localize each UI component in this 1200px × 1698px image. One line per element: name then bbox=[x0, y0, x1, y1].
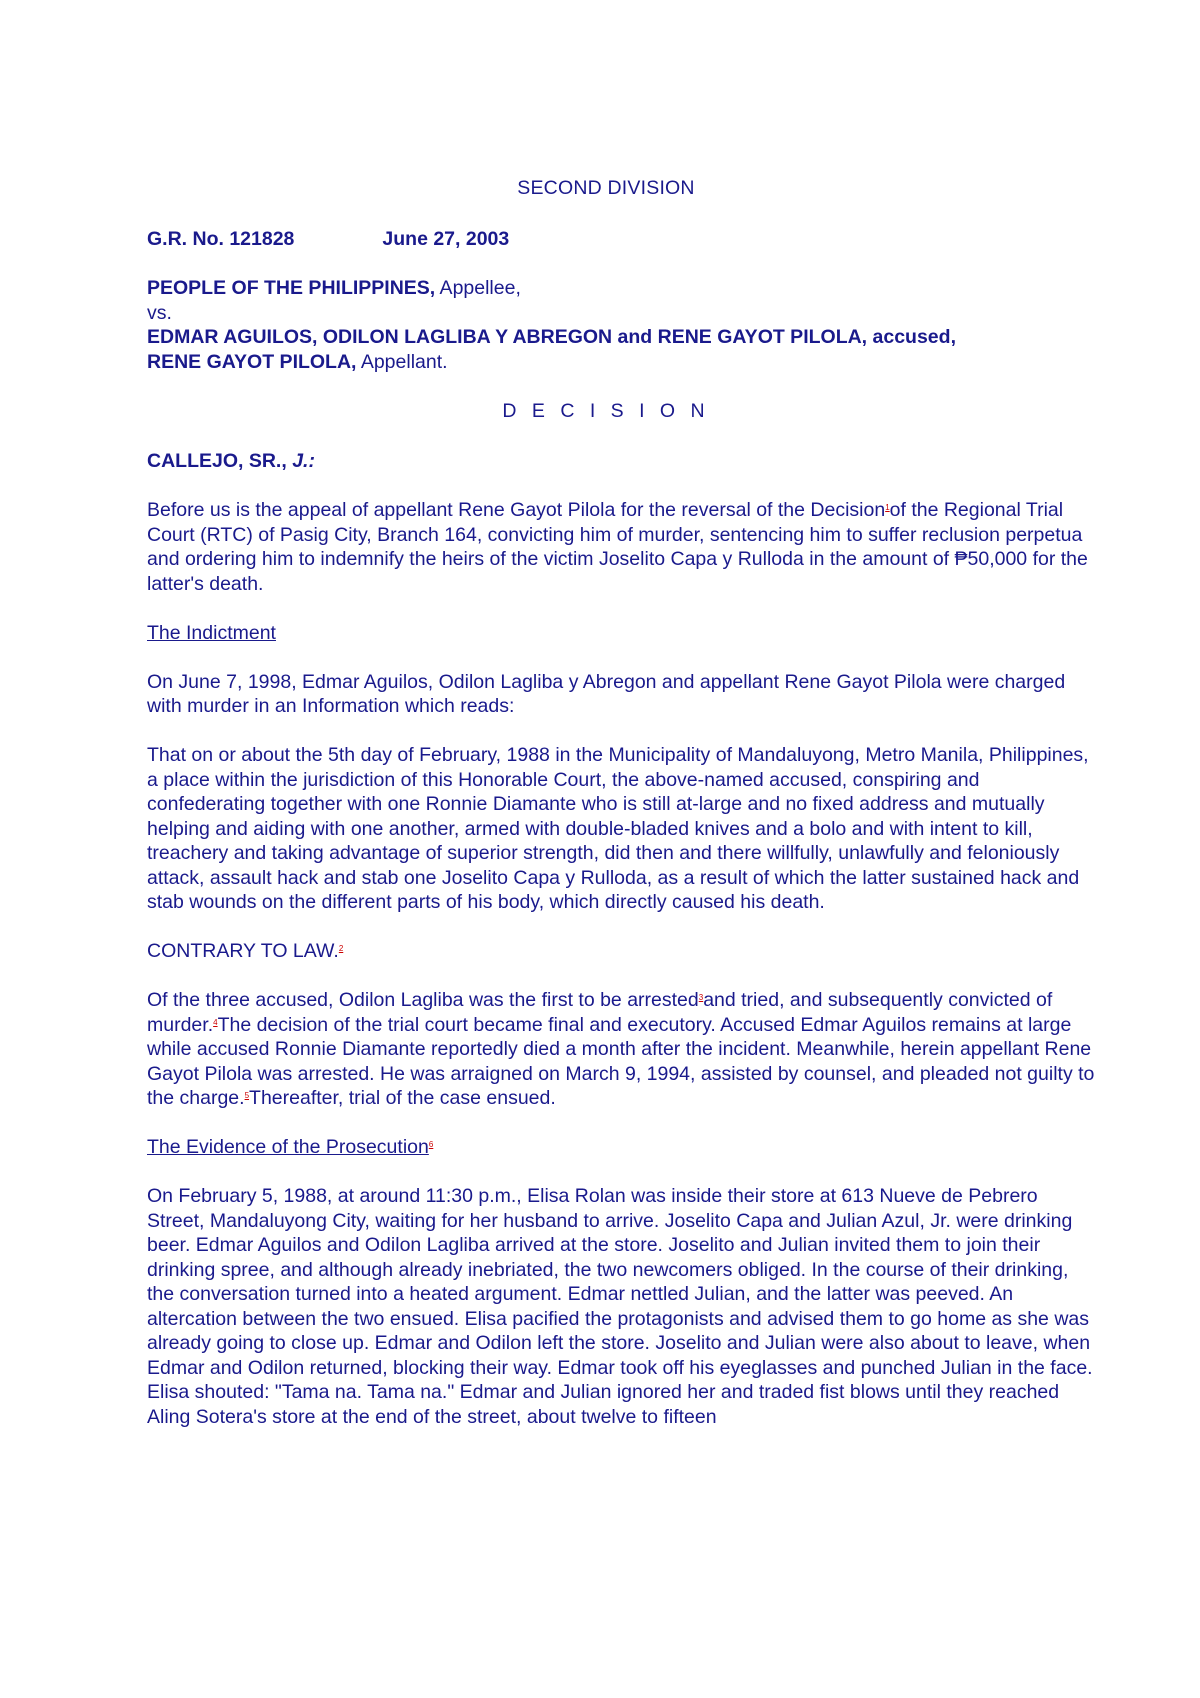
case-number-line bbox=[147, 227, 1100, 252]
footnote-link-6[interactable]: 6 bbox=[428, 1140, 434, 1149]
footnote-link-5[interactable]: 5 bbox=[244, 1091, 250, 1100]
paragraph-information: That on or about the 5th day of February, 1988 in the Municipality of Mandaluyong, Metro Manila, Philippines, a place within the jurisdiction of this Honorable Court, the above-named accused, conspiring and confederating together with one Ronnie Diamante who is still at-large and no fixed address and mutually helping and aiding with one another, armed with double-bladed knives and a bolo and with intent to kill, treachery and taking advantage of superior strength, did then and there willfully, unlawfully and feloniously attack, assault hack and stab one Joselito Capa y Rulloda, as a result of which the latter sustained hack and stab wounds on the different parts of his body, which directly caused his death. bbox=[147, 744, 1089, 913]
division-heading: SECOND DIVISION bbox=[517, 177, 695, 199]
appellant-line bbox=[147, 350, 1100, 375]
accused-names: EDMAR AGUILOS, ODILON LAGLIBA Y ABREGON and RENE GAYOT PILOLA, accused, bbox=[147, 326, 956, 348]
decision-title: D E C I S I O N bbox=[502, 400, 710, 422]
ponente-name: CALLEJO, SR., bbox=[147, 449, 293, 472]
footnote-link-4[interactable]: 4 bbox=[213, 1017, 218, 1027]
paragraph-text: and tried, and subsequently convicted of murder. bbox=[147, 989, 1053, 1036]
paragraph-facts: On February 5, 1988, at around 11:30 p.m., Elisa Rolan was inside their store at 613 Nueve de Pebrero Street, Mandaluyong City, waiting for her husband to arrive. Joselito Capa and Julian Azul, Jr. were drinking beer. Edmar Aguilos and Odilon Lagliba arrived at the store. Joselito and Julian invited them to join their drinking spree, and although already inebriated, the two newcomers obliged. In the course of their drinking, the conversation turned into a heated argument. Edmar nettled Julian, and the latter was peeved. An altercation between the two ensued. Elisa pacified the protagonists and advised them to go home as she was already going to close up. Edmar and Odilon left the store. Joselito and Julian were also about to leave, when Edmar and Odilon returned, blocking their way. Edmar took off his eyeglasses and punched Julian in the face. Elisa shouted: "Tama na. Tama na." Edmar and Julian ignored her and traded fist blows until they reached Aling Sotera's store at the end of the street, about twelve to fifteen bbox=[147, 1185, 1093, 1428]
paragraph-charge: On June 7, 1998, Edmar Aguilos, Odilon Lagliba y Abregon and appellant Rene Gayot Pilola were charged with murder in an Information which reads: bbox=[147, 670, 1066, 717]
case-parties bbox=[147, 276, 1100, 374]
paragraph-text: CONTRARY TO LAW. bbox=[147, 940, 339, 962]
paragraph-contrary-to-law bbox=[147, 939, 1100, 964]
footnote-link-1[interactable]: 1 bbox=[885, 503, 890, 512]
paragraph-accused-status bbox=[147, 988, 1100, 1111]
appellee-role: Appellee, bbox=[435, 277, 521, 299]
accused-line bbox=[147, 325, 1100, 350]
appellee-line bbox=[147, 276, 1100, 301]
paragraph-text: Before us is the appeal of appellant Rene Gayot Pilola for the reversal of the Decision bbox=[147, 499, 886, 521]
footnote-link-3[interactable]: 3 bbox=[698, 993, 704, 1002]
decision-date: June 27, 2003 bbox=[382, 227, 510, 250]
footnote-link-2[interactable]: 2 bbox=[338, 944, 344, 953]
versus: vs. bbox=[147, 301, 172, 324]
ponente bbox=[147, 449, 1100, 474]
paragraph-intro bbox=[147, 498, 1100, 596]
paragraph-text: of the Regional Trial Court (RTC) of Pasig City, Branch 164, convicting him of murder, sentencing him to suffer reclusion perpetua and ordering him to indemnify the heirs of the victim Joselito Capa y Rulloda in the amount of ₱50,000 for the latter's death. bbox=[147, 499, 1088, 595]
section-heading-text: The Evidence of the Prosecution bbox=[147, 1136, 429, 1158]
paragraph-text: Thereafter, trial of the case ensued. bbox=[249, 1087, 556, 1109]
paragraph-text: The decision of the trial court became final and executory. Accused Edmar Aguilos remains at large while accused Ronnie Diamante reportedly died a month after the incident. Meanwhile, herein appellant Rene Gayot Pilola was arrested. He was arraigned on March 9, 1994, assisted by counsel, and pleaded not guilty to the charge. bbox=[147, 1013, 1095, 1109]
appellant-name: RENE GAYOT PILOLA, bbox=[147, 350, 357, 373]
ponente-title: J.: bbox=[292, 449, 315, 472]
appellee-name: PEOPLE OF THE PHILIPPINES, bbox=[147, 277, 436, 299]
paragraph-text: Of the three accused, Odilon Lagliba was the first to be arrested bbox=[147, 989, 699, 1011]
appellant-role: Appellant. bbox=[356, 350, 448, 373]
gr-number: G.R. No. 121828 bbox=[147, 227, 295, 250]
section-heading-prosecution bbox=[147, 1135, 1100, 1160]
section-heading-indictment: The Indictment bbox=[147, 621, 276, 644]
